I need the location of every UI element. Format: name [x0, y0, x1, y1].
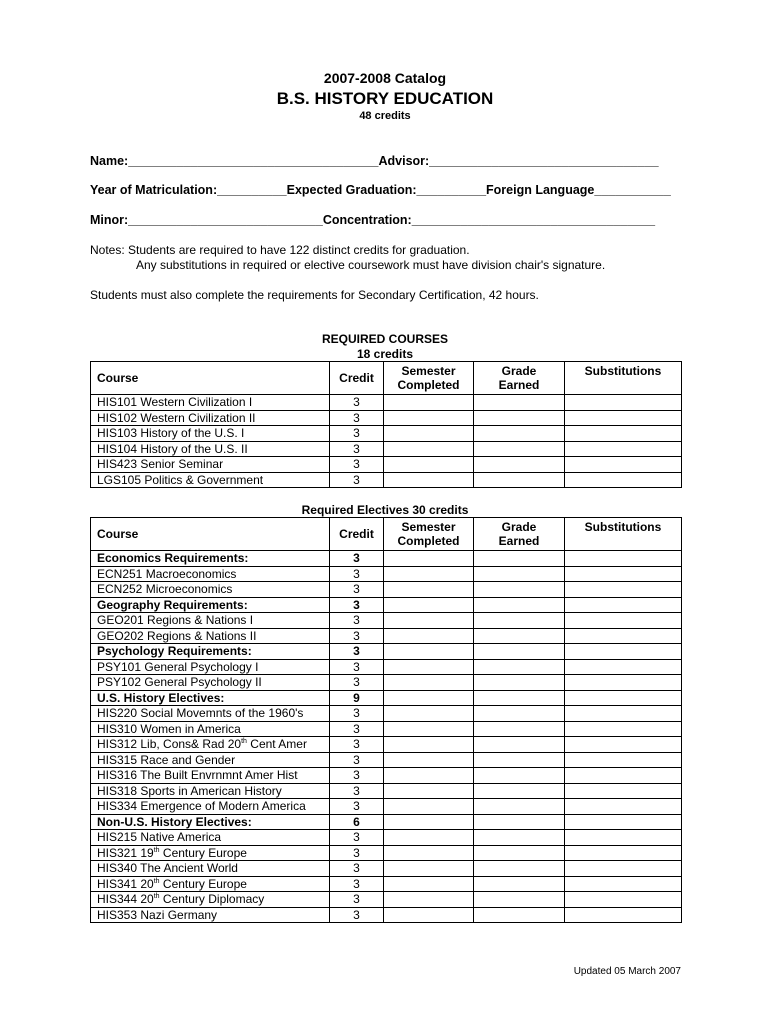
table-header-row [91, 362, 682, 395]
course-row [91, 768, 682, 784]
credit-cell: 9 [330, 690, 384, 706]
course-header: Course [91, 518, 330, 551]
course-cell: HIS102 Western Civilization II [91, 410, 330, 426]
credit-header: Credit [330, 518, 384, 551]
substitution-cell[interactable] [565, 613, 682, 629]
semester-cell[interactable] [384, 441, 474, 457]
semester-cell[interactable] [384, 395, 474, 411]
grade-cell[interactable] [474, 644, 565, 660]
grade-cell[interactable] [474, 441, 565, 457]
semester-cell[interactable] [384, 768, 474, 784]
course-cell: Economics Requirements: [91, 551, 330, 567]
semester-cell[interactable] [384, 799, 474, 815]
course-row [91, 582, 682, 598]
semester-cell[interactable] [384, 628, 474, 644]
grade-cell[interactable] [474, 457, 565, 473]
grade-cell[interactable] [474, 783, 565, 799]
group-row [91, 644, 682, 660]
credit-cell: 3 [330, 551, 384, 567]
substitution-cell[interactable] [565, 597, 682, 613]
group-row [91, 690, 682, 706]
credit-cell: 3 [330, 876, 384, 892]
notes-substitutions: Any substitutions in required or elective coursework must have division chair's signature. [136, 258, 606, 272]
course-cell: GEO202 Regions & Nations II [91, 628, 330, 644]
semester-cell[interactable] [384, 613, 474, 629]
grade-cell[interactable] [474, 628, 565, 644]
grade-cell[interactable] [474, 690, 565, 706]
semester-cell[interactable] [384, 597, 474, 613]
semester-cell[interactable] [384, 426, 474, 442]
credit-cell: 3 [330, 845, 384, 861]
grade-cell[interactable] [474, 799, 565, 815]
semester-cell[interactable] [384, 690, 474, 706]
grade-cell[interactable] [474, 675, 565, 691]
credit-cell: 3 [330, 830, 384, 846]
grade-cell[interactable] [474, 410, 565, 426]
semester-cell[interactable] [384, 566, 474, 582]
substitution-cell[interactable] [565, 752, 682, 768]
course-row [91, 892, 682, 908]
substitution-cell[interactable] [565, 472, 682, 488]
semester-cell[interactable] [384, 892, 474, 908]
course-cell: HIS321 19th Century Europe [91, 845, 330, 861]
substitution-cell[interactable] [565, 410, 682, 426]
course-cell: HIS423 Senior Seminar [91, 457, 330, 473]
credit-cell: 3 [330, 582, 384, 598]
semester-cell[interactable] [384, 582, 474, 598]
course-cell: HIS344 20th Century Diplomacy [91, 892, 330, 908]
substitution-cell[interactable] [565, 644, 682, 660]
course-cell: HIS215 Native America [91, 830, 330, 846]
course-cell: HIS318 Sports in American History [91, 783, 330, 799]
course-header: Course [91, 362, 330, 395]
credit-cell: 3 [330, 659, 384, 675]
substitutions-header: Substitutions [565, 362, 682, 395]
course-cell: HIS220 Social Movemnts of the 1960's [91, 706, 330, 722]
substitution-cell[interactable] [565, 737, 682, 753]
semester-cell[interactable] [384, 706, 474, 722]
grade-cell[interactable] [474, 706, 565, 722]
substitutions-header: Substitutions [565, 518, 682, 551]
course-cell: HIS104 History of the U.S. II [91, 441, 330, 457]
course-cell: HIS334 Emergence of Modern America [91, 799, 330, 815]
grade-cell[interactable] [474, 659, 565, 675]
course-cell: GEO201 Regions & Nations I [91, 613, 330, 629]
grade-cell[interactable] [474, 907, 565, 923]
credit-cell: 3 [330, 566, 384, 582]
substitution-cell[interactable] [565, 876, 682, 892]
substitution-cell[interactable] [565, 582, 682, 598]
updated-date: Updated 05 March 2007 [573, 966, 681, 977]
substitution-cell[interactable] [565, 799, 682, 815]
course-cell: ECN251 Macroeconomics [91, 566, 330, 582]
required-courses-credits: 18 credits [356, 347, 414, 361]
substitution-cell[interactable] [565, 628, 682, 644]
grade-cell[interactable] [474, 892, 565, 908]
program-credits: 48 credits [359, 110, 411, 122]
course-cell: U.S. History Electives: [91, 690, 330, 706]
credit-cell: 3 [330, 721, 384, 737]
substitution-cell[interactable] [565, 814, 682, 830]
credit-cell: 3 [330, 675, 384, 691]
semester-cell[interactable] [384, 907, 474, 923]
semester-cell[interactable] [384, 457, 474, 473]
required-courses-table [90, 361, 682, 488]
semester-cell[interactable] [384, 721, 474, 737]
substitution-cell[interactable] [565, 721, 682, 737]
course-cell: HIS103 History of the U.S. I [91, 426, 330, 442]
course-row [91, 706, 682, 722]
course-cell: HIS340 The Ancient World [91, 861, 330, 877]
credit-cell: 3 [330, 768, 384, 784]
course-cell: LGS105 Politics & Government [91, 472, 330, 488]
grade-cell[interactable] [474, 752, 565, 768]
table-header-row [91, 518, 682, 551]
required-electives-table [90, 517, 682, 923]
grade-cell[interactable] [474, 830, 565, 846]
grade-cell[interactable] [474, 426, 565, 442]
grade-header: Grade Earned [474, 362, 565, 395]
substitution-cell[interactable] [565, 675, 682, 691]
substitution-cell[interactable] [565, 426, 682, 442]
course-cell: HIS341 20th Century Europe [91, 876, 330, 892]
grade-cell[interactable] [474, 566, 565, 582]
substitution-cell[interactable] [565, 457, 682, 473]
catalog-year: 2007-2008 Catalog [323, 70, 447, 86]
course-row [91, 395, 682, 411]
course-row [91, 752, 682, 768]
substitution-cell[interactable] [565, 395, 682, 411]
substitution-cell[interactable] [565, 768, 682, 784]
grade-cell[interactable] [474, 597, 565, 613]
substitution-cell[interactable] [565, 659, 682, 675]
course-row [91, 628, 682, 644]
course-cell: Psychology Requirements: [91, 644, 330, 660]
credit-cell: 3 [330, 644, 384, 660]
semester-cell[interactable] [384, 644, 474, 660]
credit-cell: 3 [330, 706, 384, 722]
credit-cell: 3 [330, 783, 384, 799]
course-row [91, 675, 682, 691]
substitution-cell[interactable] [565, 706, 682, 722]
grade-cell[interactable] [474, 861, 565, 877]
credit-cell: 3 [330, 457, 384, 473]
substitution-cell[interactable] [565, 551, 682, 567]
substitution-cell[interactable] [565, 783, 682, 799]
substitution-cell[interactable] [565, 907, 682, 923]
course-row [91, 472, 682, 488]
course-row [91, 426, 682, 442]
course-cell: Geography Requirements: [91, 597, 330, 613]
notes-certification: Students must also complete the requirements for Secondary Certification, 42 hours. [90, 288, 539, 302]
course-cell: PSY102 General Psychology II [91, 675, 330, 691]
course-cell: HIS316 The Built Envrnmnt Amer Hist [91, 768, 330, 784]
course-cell: Non-U.S. History Electives: [91, 814, 330, 830]
required-courses-title: REQUIRED COURSES [321, 332, 449, 346]
credit-cell: 3 [330, 426, 384, 442]
course-row [91, 845, 682, 861]
course-row [91, 783, 682, 799]
credit-cell: 3 [330, 892, 384, 908]
semester-cell[interactable] [384, 752, 474, 768]
credit-cell: 3 [330, 410, 384, 426]
grade-cell[interactable] [474, 551, 565, 567]
substitution-cell[interactable] [565, 690, 682, 706]
course-row [91, 457, 682, 473]
course-row [91, 830, 682, 846]
credit-cell: 3 [330, 907, 384, 923]
course-row [91, 876, 682, 892]
credit-cell: 3 [330, 737, 384, 753]
substitution-cell[interactable] [565, 861, 682, 877]
course-row [91, 799, 682, 815]
credit-cell: 3 [330, 597, 384, 613]
substitution-cell[interactable] [565, 441, 682, 457]
course-cell: PSY101 General Psychology I [91, 659, 330, 675]
group-row [91, 814, 682, 830]
matriculation-graduation-language-line[interactable]: Year of Matriculation:__________Expected Graduation:__________Foreign Language___________ [90, 183, 671, 197]
grade-cell[interactable] [474, 395, 565, 411]
grade-cell[interactable] [474, 768, 565, 784]
credit-cell: 3 [330, 613, 384, 629]
credit-cell: 3 [330, 472, 384, 488]
semester-cell[interactable] [384, 410, 474, 426]
grade-cell[interactable] [474, 721, 565, 737]
group-row [91, 597, 682, 613]
credit-cell: 3 [330, 752, 384, 768]
course-row [91, 907, 682, 923]
grade-cell[interactable] [474, 737, 565, 753]
required-courses-heading [0, 332, 770, 362]
name-advisor-line[interactable]: Name:____________________________________Advisor:_________________________________ [90, 154, 659, 168]
course-row [91, 441, 682, 457]
semester-cell[interactable] [384, 814, 474, 830]
grade-cell[interactable] [474, 472, 565, 488]
credit-cell: 3 [330, 861, 384, 877]
course-row [91, 861, 682, 877]
semester-cell[interactable] [384, 737, 474, 753]
course-cell: HIS353 Nazi Germany [91, 907, 330, 923]
course-row [91, 737, 682, 753]
credit-cell: 3 [330, 441, 384, 457]
semester-cell[interactable] [384, 876, 474, 892]
semester-cell[interactable] [384, 845, 474, 861]
grade-header: Grade Earned [474, 518, 565, 551]
substitution-cell[interactable] [565, 845, 682, 861]
semester-cell[interactable] [384, 551, 474, 567]
substitution-cell[interactable] [565, 892, 682, 908]
credit-cell: 6 [330, 814, 384, 830]
substitution-cell[interactable] [565, 566, 682, 582]
semester-cell[interactable] [384, 830, 474, 846]
program-title: B.S. HISTORY EDUCATION [276, 89, 494, 108]
minor-concentration-line[interactable]: Minor:____________________________Concentration:___________________________________ [90, 213, 656, 227]
grade-cell[interactable] [474, 814, 565, 830]
semester-header: Semester Completed [384, 518, 474, 551]
course-cell: HIS315 Race and Gender [91, 752, 330, 768]
substitution-cell[interactable] [565, 830, 682, 846]
course-row [91, 566, 682, 582]
course-row [91, 721, 682, 737]
grade-cell[interactable] [474, 845, 565, 861]
course-row [91, 613, 682, 629]
grade-cell[interactable] [474, 613, 565, 629]
semester-cell[interactable] [384, 659, 474, 675]
credit-cell: 3 [330, 395, 384, 411]
course-cell: HIS312 Lib, Cons& Rad 20th Cent Amer [91, 737, 330, 753]
required-electives-heading: Required Electives 30 credits [301, 503, 469, 517]
course-cell: HIS310 Women in America [91, 721, 330, 737]
semester-header: Semester Completed [384, 362, 474, 395]
group-row [91, 551, 682, 567]
course-cell: HIS101 Western Civilization I [91, 395, 330, 411]
semester-cell[interactable] [384, 472, 474, 488]
notes-credits: Notes: Students are required to have 122 distinct credits for graduation. [90, 243, 470, 257]
semester-cell[interactable] [384, 783, 474, 799]
grade-cell[interactable] [474, 876, 565, 892]
credit-cell: 3 [330, 799, 384, 815]
course-row [91, 659, 682, 675]
semester-cell[interactable] [384, 861, 474, 877]
course-cell: ECN252 Microeconomics [91, 582, 330, 598]
grade-cell[interactable] [474, 582, 565, 598]
credit-cell: 3 [330, 628, 384, 644]
credit-header: Credit [330, 362, 384, 395]
course-row [91, 410, 682, 426]
semester-cell[interactable] [384, 675, 474, 691]
